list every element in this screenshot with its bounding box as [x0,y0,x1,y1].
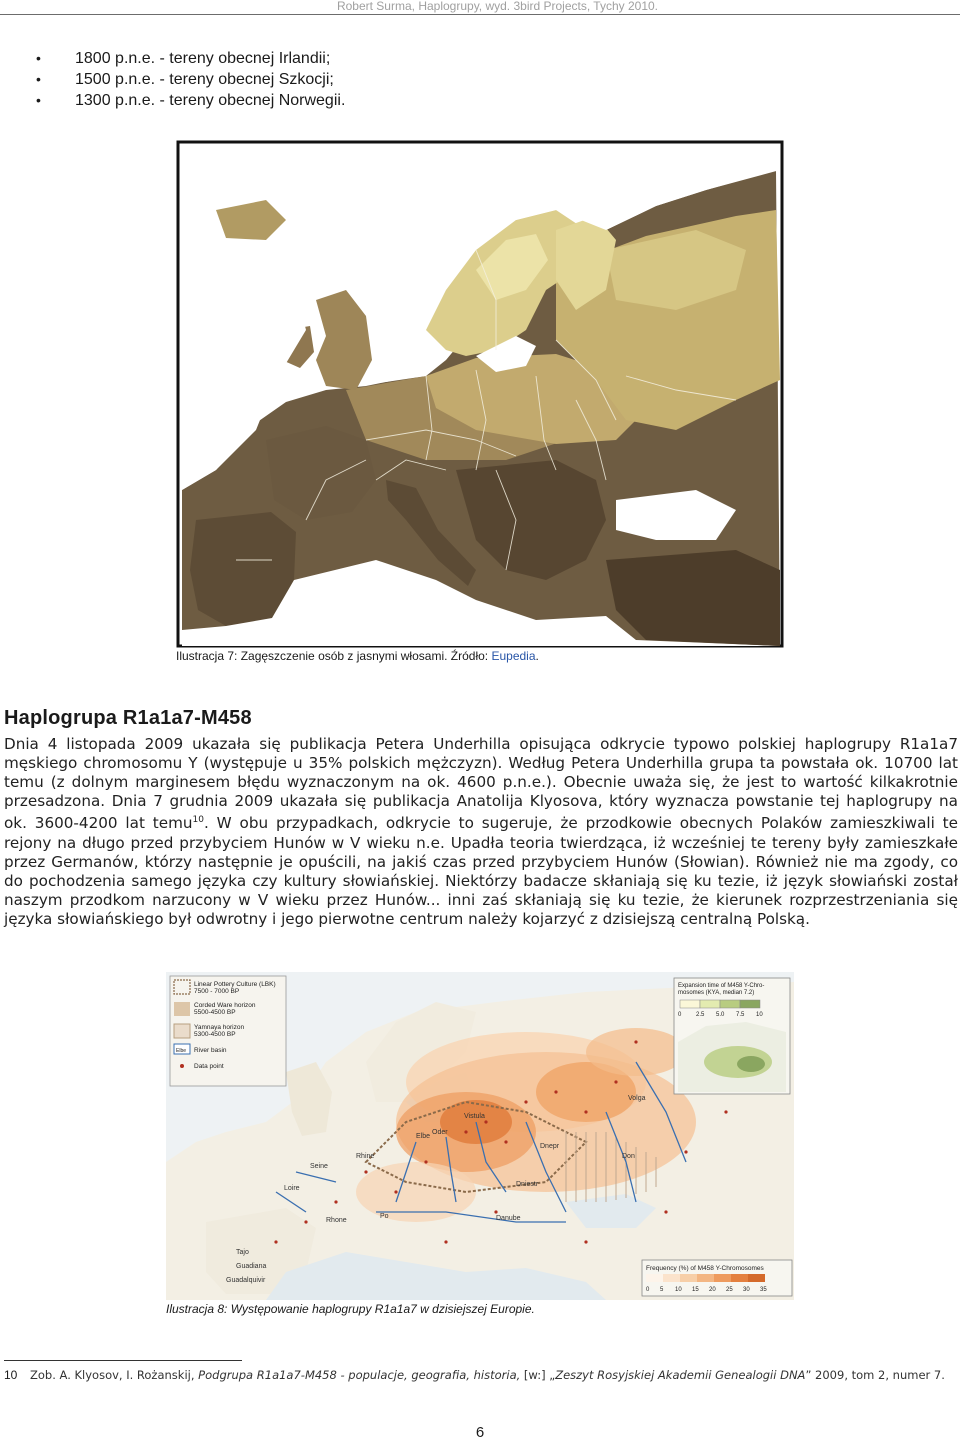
legend-item: River basin [194,1047,227,1054]
figure7-caption-text: Ilustracja 7: Zagęszczenie osób z jasnymi włosami. Źródło: [176,649,492,663]
river-label: Rhone [326,1217,347,1224]
river-label: Seine [310,1163,328,1170]
river-label: Po [380,1213,389,1220]
frequency-tick: 15 [692,1287,699,1293]
figure8-caption [166,1302,535,1316]
river-label: Dnepr [540,1143,560,1150]
legend-item: Linear Pottery Culture (LBK) [194,981,276,988]
paragraph-part-2: . W obu przypadkach, odkrycie to sugeruje, że przodkowie obecnych Polaków zamieszkiwali te rejony na długo przed przybyciem Hunów w V wieku n.e. Upadła teoria twierdząca, iż wcześniej te tereny były zamieszkałe przez Germanów, którzy następnie je opuścili, na jakiś czas przed przybyciem Hunów (Słowian). Również nie ma zgody, co do pochodzenia samego języka czy kultury słowiańskiej. Niektórzy badacze skłaniają się ku tezie, iż język słowiański został naszym przodkom narzucony w V wieku przez Hunów... inni zaś skłaniają się ku tezie, że kierunek rozprzestrzeniania się języka słowiańskiego był odwrotny i jego pierwotne centrum należy kojarzyć z dzisiejszą centralną Polską. [4,814,958,928]
river-label: Loire [284,1185,300,1192]
eupedia-link[interactable]: Eupedia [491,649,536,663]
legend-item: 7500 - 7000 BP [194,988,240,995]
footnote-ref[interactable]: 10 [192,815,204,826]
frequency-tick: 20 [709,1287,716,1293]
frequency-tick: 5 [660,1287,664,1293]
r1a1a7-map [166,972,794,1300]
svg-text:mosomes (KYA, median 7.2): mosomes (KYA, median 7.2) [678,990,755,996]
river-label: Guadiana [236,1263,267,1270]
section-title: Haplogrupa R1a1a7-M458 [4,707,252,729]
header-text: Robert Surma, Haplogrupy, wyd. 3bird Projects, Tychy 2010. [336,0,658,13]
footnote-text-plain: Zob. A. Klyosov, I. Rożanskij, [30,1368,199,1382]
header-rule [0,14,960,15]
expansion-tick: 5.0 [716,1012,725,1018]
river-label: Danube [496,1215,521,1222]
footnote-journal: Zeszyt Rosyjskiej Akademii Genealogii DNA [555,1368,806,1382]
bullet-item: • 1800 p.n.e. - tereny obecnej Irlandii; [36,48,345,69]
bullet-item: • 1500 p.n.e. - tereny obecnej Szkocji; [36,69,345,90]
river-label: Rhine [356,1153,375,1160]
frequency-tick: 35 [760,1287,767,1293]
expansion-title: Expansion time of M458 Y-Chro- [678,983,765,989]
river-label: Dniestr [516,1181,539,1188]
river-label: Oder [432,1129,448,1136]
river-sample: Elbe [176,1048,187,1054]
bullet-item: • 1300 p.n.e. - tereny obecnej Norwegii. [36,90,345,111]
footnote-mid: [w:] „ [520,1368,556,1382]
footnote-text [30,1368,958,1383]
river-label: Guadalquivir [226,1277,266,1284]
figure8-caption-text: Ilustracja 8: Występowanie haplogrupy R1a1a7 w dzisiejszej Europie. [166,1302,535,1316]
legend-item: Data point [194,1063,224,1070]
river-label: Volga [628,1095,646,1102]
figure7-caption [176,649,539,663]
page-number: 6 [475,1424,485,1441]
figure7-caption-end: . [535,649,539,663]
frequency-title: Frequency (%) of M458 Y-Chromosomes [646,1265,764,1272]
timeline-bullets [36,48,345,111]
footnote-rule [4,1360,242,1361]
legend-item: Yamnaya horizon [194,1024,245,1031]
blond-hair-map [176,140,784,648]
frequency-tick: 30 [743,1287,750,1293]
footnote-number: 10 [4,1368,18,1382]
frequency-tick: 25 [726,1287,733,1293]
river-label: Tajo [236,1249,249,1256]
river-label: Don [622,1153,635,1160]
expansion-tick: 0 [678,1012,682,1018]
running-header [0,0,960,14]
expansion-tick: 7.5 [736,1012,745,1018]
expansion-tick: 10 [756,1012,763,1018]
frequency-tick: 10 [675,1287,682,1293]
river-label: Elbe [416,1133,431,1140]
legend-item: 5300-4500 BP [194,1031,236,1038]
river-label: Vistula [464,1113,485,1120]
body-paragraph [4,735,958,929]
legend-item: Corded Ware horizon [194,1002,256,1009]
frequency-tick: 0 [646,1287,650,1293]
paragraph-part-1: Dnia 4 listopada 2009 ukazała się publikacja Petera Underhilla opisująca odkrycie typowo polskiej haplogrupy R1a1a7 męskiego chromosomu Y (występuje u 35% polskich mężczyzn). Według Petera Underhilla grupa ta powstała ok. 10700 lat temu (z dolnym marginesem błędu wyznaczonym na ok. 4600 p.n.e.). Obecnie uważa się, że jest to wartość kilkakrotnie przesadzona. Dnia 7 grudnia 2009 ukazała się publikacja Anatolija Klyosova, który wyznacza powstanie tej haplogrupy na ok. 3600-4200 lat temu [4,735,958,833]
expansion-tick: 2.5 [696,1012,705,1018]
footnote-title: Podgrupa R1a1a7-M458 - populacje, geografia, historia, [198,1368,521,1382]
legend-item: 5500-4500 BP [194,1009,236,1016]
footnote-end: ” 2009, tom 2, numer 7. [805,1368,945,1382]
